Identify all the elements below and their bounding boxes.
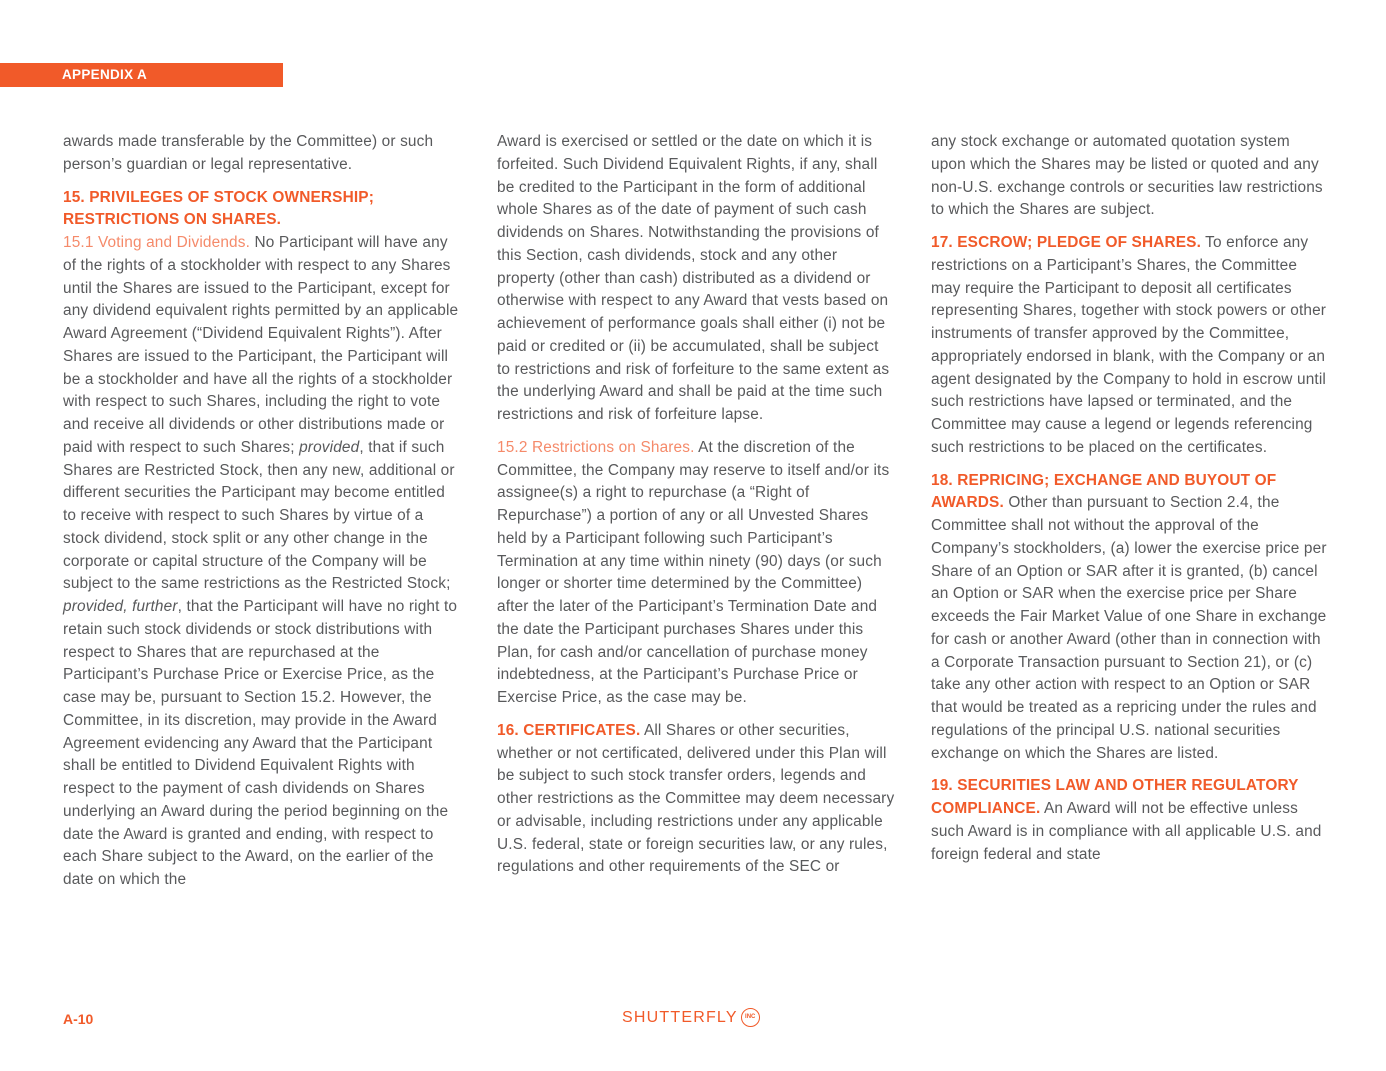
logo-text: SHUTTERFLY [622,1008,738,1026]
section-17-heading: 17. ESCROW; PLEDGE OF SHARES. [931,234,1202,251]
shutterfly-logo [622,1008,760,1027]
section-18-text: Other than pursuant to Section 2.4, the Committee shall not without the approval of the Company’s stockholders, (a) lower the exercise price per Share of an Option or SAR after it is granted, (b) cancel an Option or SAR when the exercise price per Share exceeds the Fair Market Value of one Share in exchange for cash or another Award (other than in connection with a Corporate Transaction pursuant to Section 21), or (c) take any other action with respect to an Option or SAR that would be treated as a repricing under the rules and regulations of the principal U.S. national securities exchange on which the Shares are listed. [931,494,1327,762]
section-19-text: An Award will not be effective unless such Award is in compliance with all applicable U.S. and foreign federal and state [931,800,1322,863]
section-18-paragraph [931,470,1329,766]
section-15-1-text: No Participant will have any of the rights of a stockholder with respect to any Shares until the Shares are issued to the Participant, except for any dividend equivalent rights permitted by an applicable Award Agreement (“Dividend Equivalent Rights”). After Shares are issued to the Participant, the Participant will be a stockholder and have all the rights of a stockholder with respect to such Shares, including the right to vote and receive all dividends or other distributions made or paid with respect to such Shares; [63,234,459,456]
section-15-2-title: 15.2 Restrictions on Shares. [497,438,695,456]
emphasis-provided: provided [299,438,360,456]
text-column-3 [931,131,1329,876]
section-15-2-text: At the discretion of the Committee, the Company may reserve to itself and/or its assignee(s) a right to repurchase (a “Right of Repurchase”) a portion of any or all Unvested Shares held by a Participant following such Participant’s Termination at any time within ninety (90) days (or such longer or shorter time determined by the Committee) after the later of the Participant’s Termination Date and the date the Participant purchases Shares under this Plan, for cash and/or cancellation of purchase money indebtedness, at the Participant’s Purchase Price or Exercise Price, as the case may be. [497,438,890,706]
text-column-1 [63,131,461,902]
section-18-heading: 18. REPRICING; EXCHANGE AND BUYOUT OF AWARDS. [931,471,1277,512]
emphasis-provided-further: provided, further [63,598,178,615]
section-17-text: To enforce any restrictions on a Participant’s Shares, the Committee may require the Participant to deposit all certificates representing Shares, together with stock powers or other instruments of transfer approved by the Committee, appropriately endorsed in blank, with the Company or an agent designated by the Company to hold in escrow until such restrictions have lapsed or terminated, and the Committee may cause a legend or legends referencing such restrictions to be placed on the certificates. [931,234,1327,456]
section-19-paragraph [931,775,1329,866]
appendix-label: APPENDIX A [0,63,283,87]
section-16-heading: 16. CERTIFICATES. [497,721,641,739]
section-15-1-text: , that the Participant will have no right to retain such stock dividends or stock distributions with respect to Shares that are repurchased at the Participant’s Purchase Price or Exercise Price, as the case may be, pursuant to Section 15.2. However, the Committee, in its discretion, may provide in the Award Agreement evidencing any Award that the Participant shall be entitled to Dividend Equivalent Rights with respect to the payment of cash dividends on Shares underlying an Award during the period beginning on the date the Award is granted and ending, with respect to each Share subject to the Award, on the earlier of the date on which the [63,598,458,888]
paragraph: Award is exercised or settled or the date on which it is forfeited. Such Dividend Equivalent Rights, if any, shall be credited to the Participant in the form of additional whole Shares as of the date of payment of such cash dividends on Shares. Notwithstanding the provisions of this Section, cash dividends, stock and any other property (other than cash) distributed as a dividend or otherwise with respect to any Award that vests based on achievement of performance goals shall either (i) not be paid or credited or (ii) be accumulated, shall be subject to restrictions and risk of forfeiture to the same extent as the underlying Award and shall be paid at the time such restrictions and risk of forfeiture lapse. [497,133,890,423]
page-number: A-10 [63,1011,94,1027]
section-17-paragraph [931,232,1329,460]
section-15-1-title: 15.1 Voting and Dividends. [63,234,251,251]
inc-badge-icon: INC [741,1008,760,1027]
section-19-heading: 19. SECURITIES LAW AND OTHER REGULATORY COMPLIANCE. [931,777,1299,817]
section-15-1-text: , that if such Shares are Restricted Stock, then any new, additional or different securities the Participant may become entitled to receive with respect to such Shares by virtue of a stock dividend, stock split or any other change in the corporate or capital structure of the Company will be subject to the same restrictions as the Restricted Stock; [63,438,455,593]
paragraph: any stock exchange or automated quotation system upon which the Shares may be listed or quoted and any non-U.S. exchange controls or securities law restrictions to which the Shares are subject. [931,133,1323,219]
section-15-1-paragraph [63,232,461,892]
section-15-heading: 15. PRIVILEGES OF STOCK OWNERSHIP; RESTRICTIONS ON SHARES. [63,188,374,229]
paragraph: awards made transferable by the Committee) or such person’s guardian or legal representative. [63,133,434,173]
section-16-paragraph [497,720,895,879]
section-15-2-paragraph [497,437,895,710]
section-16-text: All Shares or other securities, whether or not certificated, delivered under this Plan will be subject to such stock transfer orders, legends and other restrictions as the Committee may deem necessary or advisable, including restrictions under any applicable U.S. federal, state or foreign securities law, or any rules, regulations and other requirements of the SEC or [497,721,895,876]
text-column-2 [497,131,895,889]
